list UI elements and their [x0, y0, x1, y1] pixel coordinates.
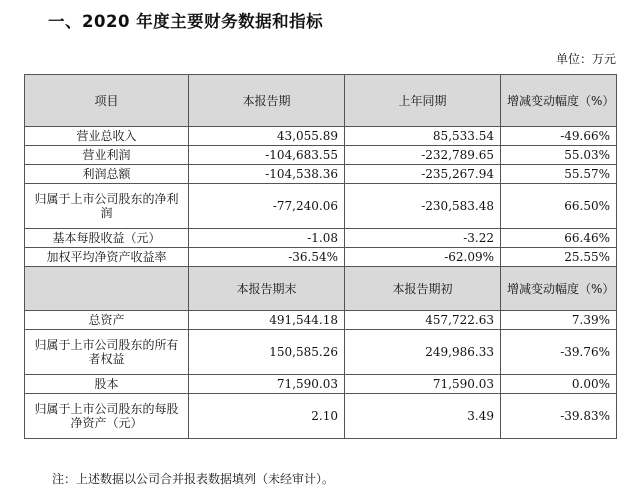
row-label: 营业利润 — [25, 146, 189, 165]
cell-value: 66.50% — [501, 184, 617, 229]
cell-value: 457,722.63 — [345, 311, 501, 330]
cell-value: -3.22 — [345, 229, 501, 248]
cell-value: -232,789.65 — [345, 146, 501, 165]
cell-value: -49.66% — [501, 127, 617, 146]
cell-value: -39.76% — [501, 330, 617, 375]
cell-value: 249,986.33 — [345, 330, 501, 375]
header-cell — [25, 267, 189, 311]
cell-value: 55.03% — [501, 146, 617, 165]
cell-value: -77,240.06 — [189, 184, 345, 229]
table-header-row — [25, 75, 617, 127]
table-row — [25, 184, 617, 229]
row-label: 归属于上市公司股东的净利润 — [25, 184, 189, 229]
header-cell: 增减变动幅度（%） — [501, 267, 617, 311]
table-subheader-row — [25, 267, 617, 311]
cell-value: -235,267.94 — [345, 165, 501, 184]
header-cell: 本报告期末 — [189, 267, 345, 311]
row-label: 加权平均净资产收益率 — [25, 248, 189, 267]
table-row — [25, 146, 617, 165]
row-label: 营业总收入 — [25, 127, 189, 146]
cell-value: -62.09% — [345, 248, 501, 267]
row-label: 股本 — [25, 375, 189, 394]
cell-value: 71,590.03 — [189, 375, 345, 394]
header-cell: 增减变动幅度（%） — [501, 75, 617, 127]
cell-value: 150,585.26 — [189, 330, 345, 375]
table-row — [25, 229, 617, 248]
cell-value: 7.39% — [501, 311, 617, 330]
cell-value: -104,683.55 — [189, 146, 345, 165]
cell-value: 43,055.89 — [189, 127, 345, 146]
row-label: 归属于上市公司股东的每股净资产（元） — [25, 394, 189, 439]
cell-value: 491,544.18 — [189, 311, 345, 330]
row-label: 利润总额 — [25, 165, 189, 184]
table-row — [25, 127, 617, 146]
cell-value: -36.54% — [189, 248, 345, 267]
cell-value: 2.10 — [189, 394, 345, 439]
cell-value: -39.83% — [501, 394, 617, 439]
cell-value: 0.00% — [501, 375, 617, 394]
table-row — [25, 375, 617, 394]
cell-value: -1.08 — [189, 229, 345, 248]
financial-table — [24, 74, 617, 439]
cell-value: 71,590.03 — [345, 375, 501, 394]
section-title: 一、2020 年度主要财务数据和指标 — [48, 12, 324, 31]
cell-value: 66.46% — [501, 229, 617, 248]
cell-value: 85,533.54 — [345, 127, 501, 146]
cell-value: 25.55% — [501, 248, 617, 267]
row-label: 归属于上市公司股东的所有者权益 — [25, 330, 189, 375]
table-row — [25, 311, 617, 330]
header-cell: 项目 — [25, 75, 189, 127]
cell-value: 3.49 — [345, 394, 501, 439]
header-cell: 本报告期初 — [345, 267, 501, 311]
header-cell: 上年同期 — [345, 75, 501, 127]
footnote: 注：上述数据以公司合并报表数据填列（未经审计）。 — [52, 472, 335, 486]
row-label: 基本每股收益（元） — [25, 229, 189, 248]
table-row — [25, 248, 617, 267]
table-row — [25, 165, 617, 184]
unit-label: 单位：万元 — [555, 52, 616, 66]
header-cell: 本报告期 — [189, 75, 345, 127]
table-row — [25, 394, 617, 439]
cell-value: 55.57% — [501, 165, 617, 184]
cell-value: -230,583.48 — [345, 184, 501, 229]
cell-value: -104,538.36 — [189, 165, 345, 184]
table-row — [25, 330, 617, 375]
row-label: 总资产 — [25, 311, 189, 330]
